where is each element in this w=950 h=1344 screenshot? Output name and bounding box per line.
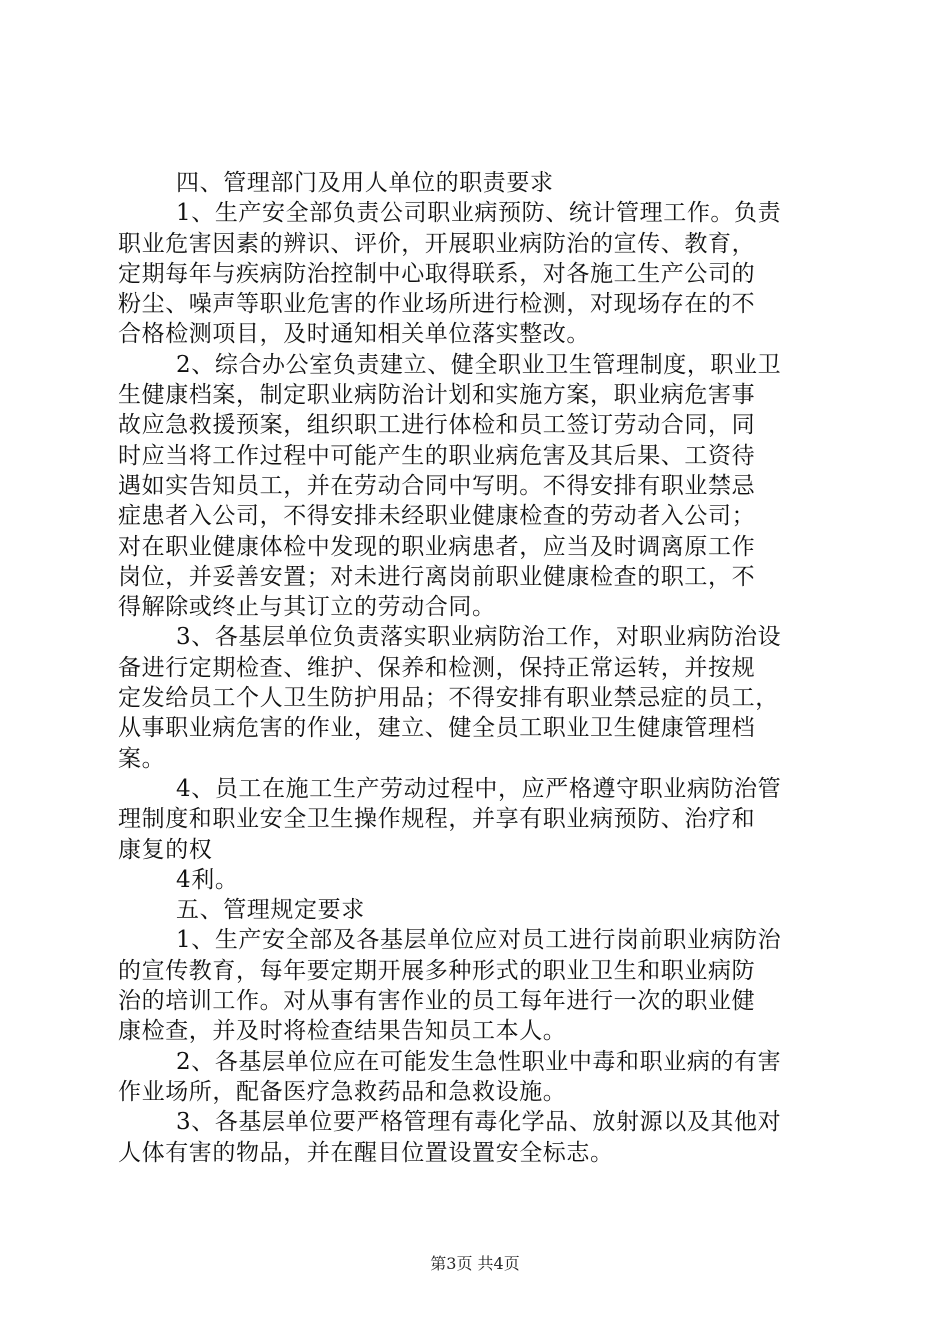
text-line: 治的培训工作。对从事有害作业的员工每年进行一次的职业健 [118, 988, 756, 1015]
text-line: 人体有害的物品，并在醒目位置设置安全标志。 [118, 1139, 614, 1166]
text-line: 粉尘、噪声等职业危害的作业场所进行检测，对现场存在的不 [118, 291, 756, 318]
text-line: 五、管理规定要求 [176, 897, 365, 924]
text-line: 对在职业健康体检中发现的职业病患者，应当及时调离原工作 [118, 533, 756, 560]
text-line: 2、各基层单位应在可能发生急性职业中毒和职业病的有害 [176, 1048, 782, 1075]
text-line: 1、生产安全部及各基层单位应对员工进行岗前职业病防治 [176, 927, 782, 954]
text-line: 定期每年与疾病防治控制中心取得联系，对各施工生产公司的 [118, 260, 756, 287]
text-line: 的宣传教育，每年要定期开展多种形式的职业卫生和职业病防 [118, 957, 756, 984]
text-line: 遇如实告知员工，并在劳动合同中写明。不得安排有职业禁忌 [118, 472, 756, 499]
text-line: 定发给员工个人卫生防护用品；不得安排有职业禁忌症的员工， [118, 685, 779, 712]
text-line: 备进行定期检查、维护、保养和检测，保持正常运转，并按规 [118, 654, 756, 681]
text-line: 生健康档案，制定职业病防治计划和实施方案，职业病危害事 [118, 382, 756, 409]
text-line: 2、综合办公室负责建立、健全职业卫生管理制度，职业卫 [176, 351, 782, 378]
text-line: 案。 [118, 745, 166, 772]
text-line: 康复的权 [118, 836, 213, 863]
text-line: 症患者入公司，不得安排未经职业健康检查的劳动者入公司； [118, 503, 756, 530]
document-body [118, 168, 830, 1168]
text-line: 3、各基层单位要严格管理有毒化学品、放射源以及其他对 [176, 1109, 782, 1136]
text-line: 职业危害因素的辨识、评价，开展职业病防治的宣传、教育， [118, 230, 756, 257]
text-line: 理制度和职业安全卫生操作规程，并享有职业病预防、治疗和 [118, 806, 756, 833]
text-line: 故应急救援预案，组织职工进行体检和员工签订劳动合同，同 [118, 412, 756, 439]
page-number-footer: 第3页 共4页 [430, 1254, 520, 1273]
text-line: 4、员工在施工生产劳动过程中，应严格遵守职业病防治管 [176, 775, 782, 802]
text-line: 从事职业病危害的作业，建立、健全员工职业卫生健康管理档 [118, 715, 756, 742]
text-line: 1、生产安全部负责公司职业病预防、统计管理工作。负责 [176, 200, 782, 227]
text-line: 得解除或终止与其订立的劳动合同。 [118, 594, 496, 621]
text-line: 时应当将工作过程中可能产生的职业病危害及其后果、工资待 [118, 442, 756, 469]
text-line: 合格检测项目，及时通知相关单位落实整改。 [118, 321, 590, 348]
text-line: 康检查，并及时将检查结果告知员工本人。 [118, 1018, 567, 1045]
text-line: 作业场所，配备医疗急救药品和急救设施。 [118, 1078, 567, 1105]
text-line: 四、管理部门及用人单位的职责要求 [176, 170, 554, 196]
text-line: 岗位，并妥善安置；对未进行离岗前职业健康检查的职工，不 [118, 563, 756, 590]
text-line: 3、各基层单位负责落实职业病防治工作，对职业病防治设 [176, 624, 782, 651]
text-line: 4利。 [176, 866, 239, 893]
